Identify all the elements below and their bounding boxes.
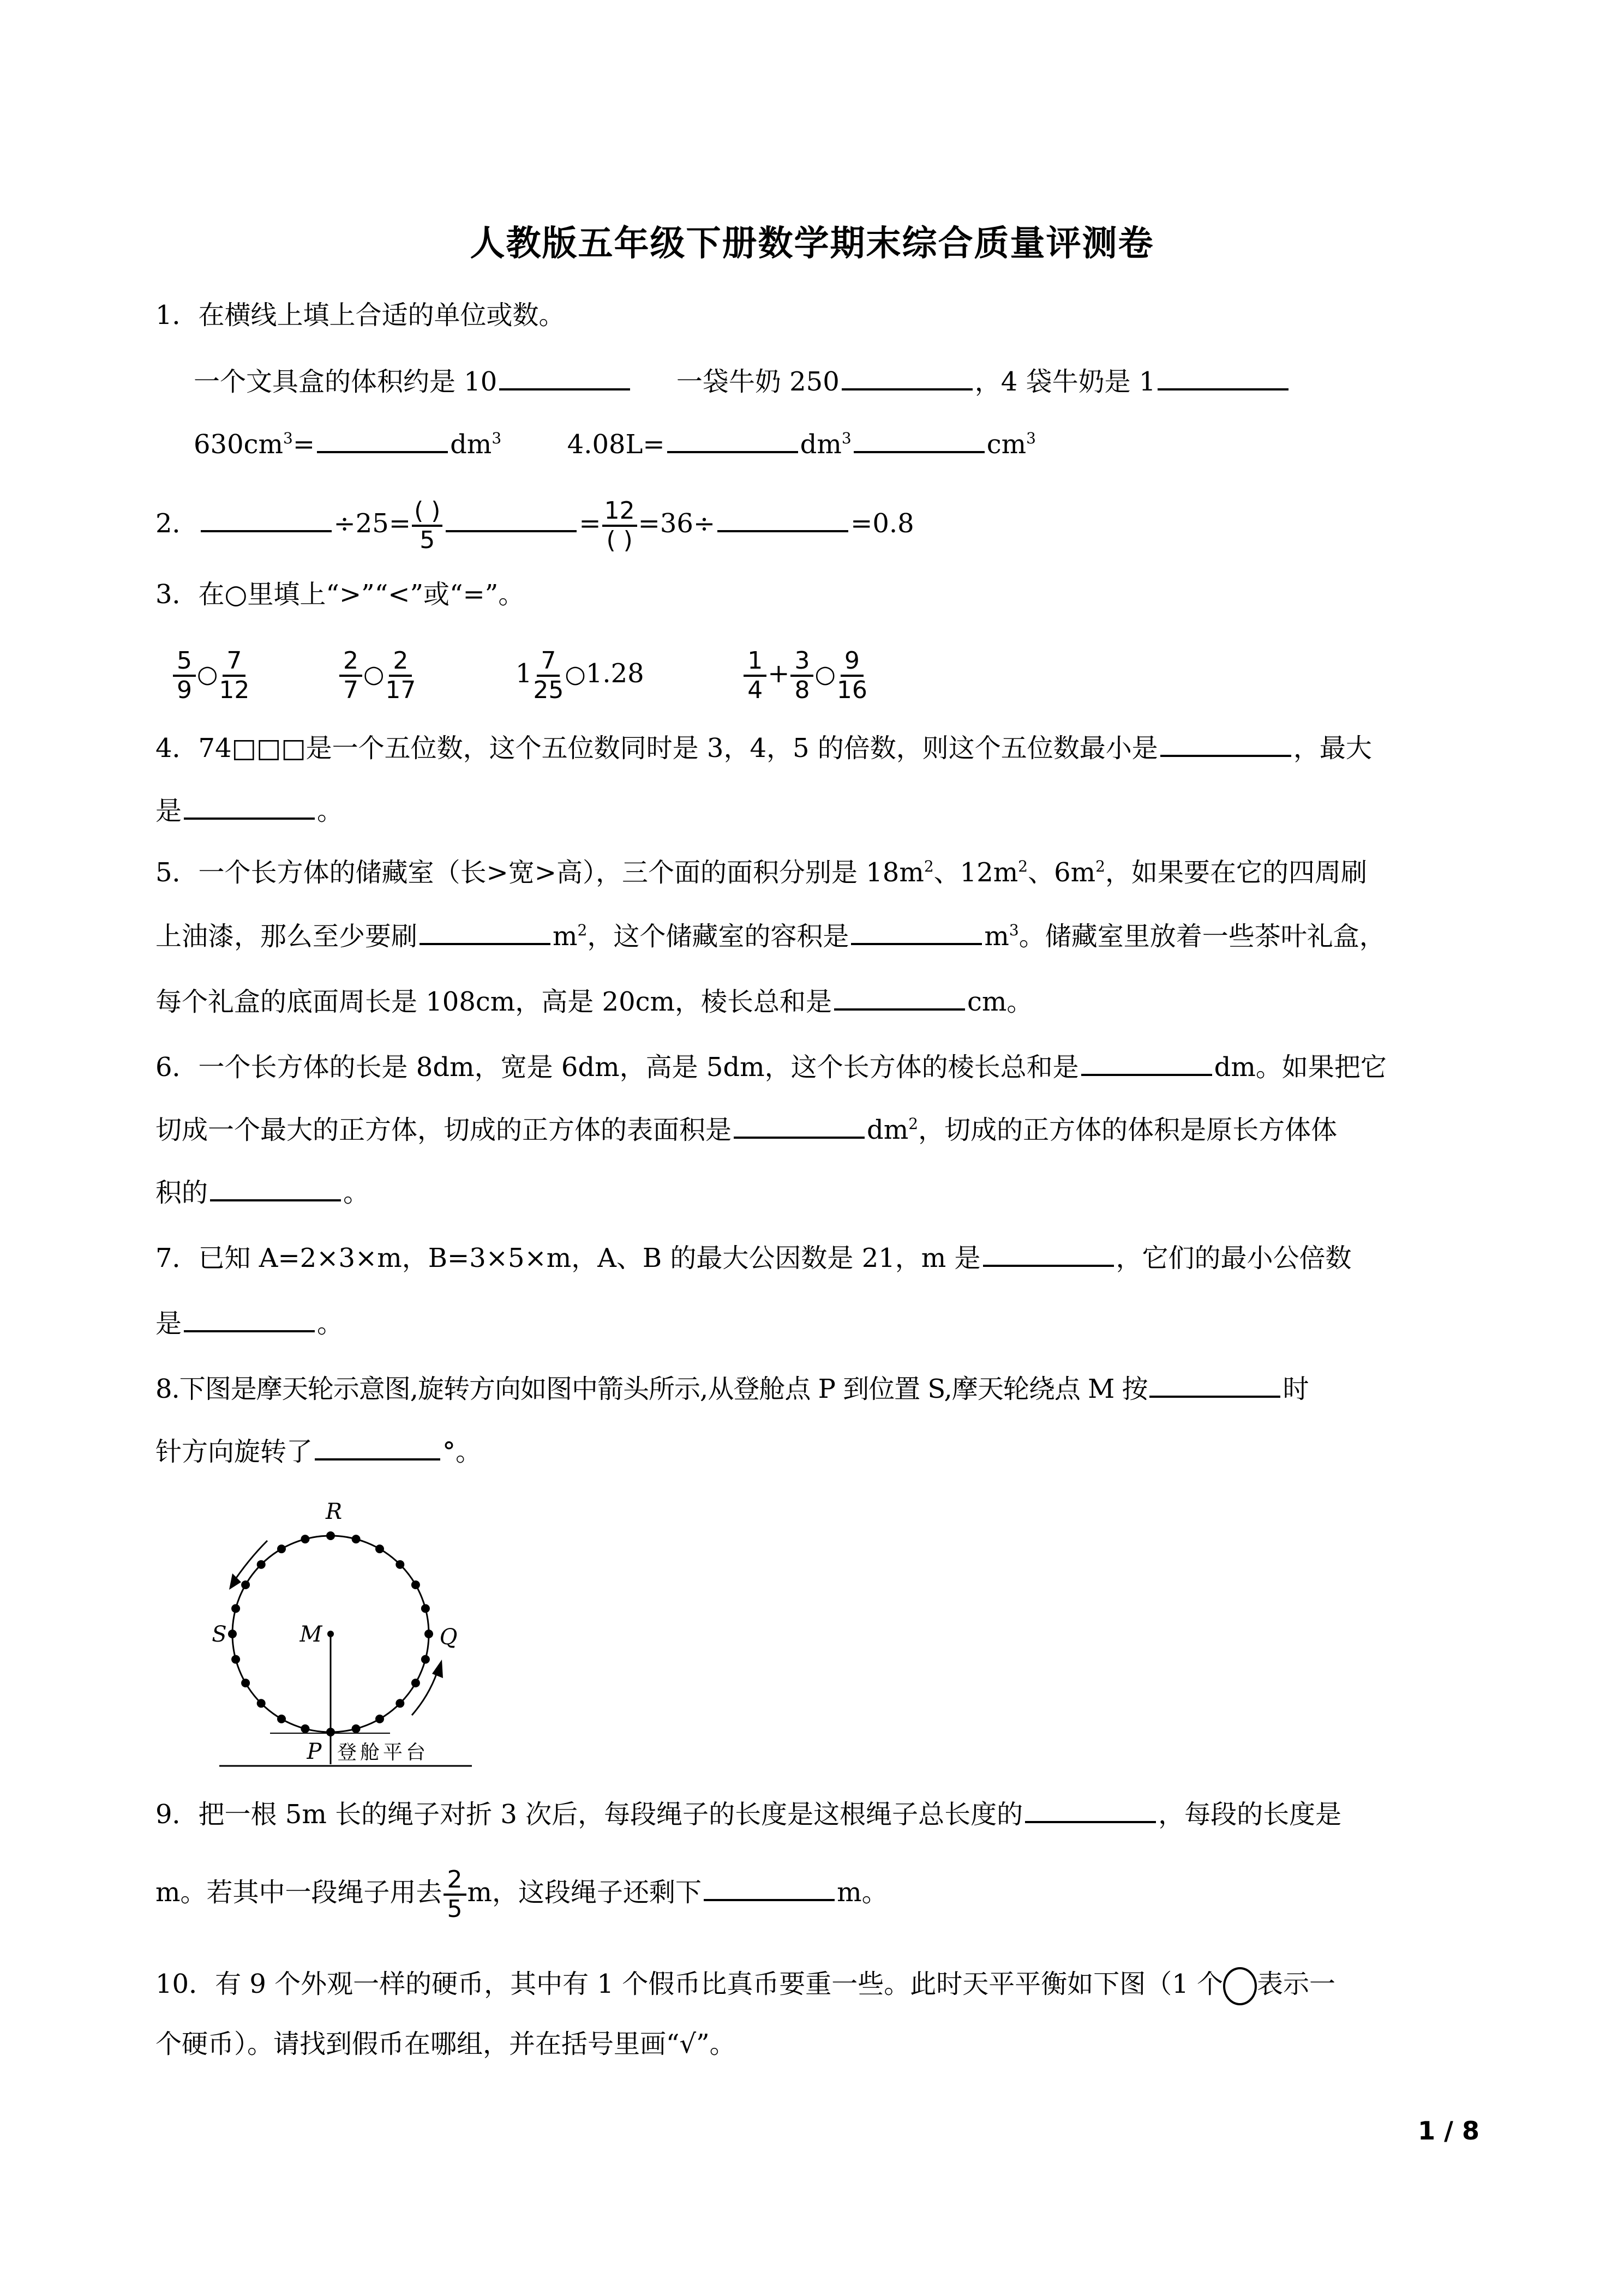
fraction [339,647,362,704]
q4-blank-2[interactable] [184,794,315,820]
compare-circle[interactable]: ○ [363,660,385,688]
q3-stem: 3．在○里填上“>”“<”或“=”。 [155,579,525,610]
superscript: 3 [1009,921,1019,939]
cabin-dot [257,1699,266,1708]
q10-line2: 个硬币）。请找到假币在哪组，并在括号里画“√”。 [155,2029,736,2059]
q2-fraction-2 [602,497,637,554]
q9-blank-1[interactable] [1025,1797,1156,1823]
cabin-dot [395,1699,404,1708]
arrow-head-icon [432,1660,443,1678]
plus-sign: + [768,658,790,689]
q9-line2 [155,1862,888,1923]
q5-text: 、6m [1028,857,1096,888]
q1-blank-1[interactable] [499,364,630,390]
numerator: 3 [790,647,813,677]
cabin-dot [352,1724,361,1733]
q1-line2 [194,427,1036,461]
cabin-dot [231,1604,240,1613]
cabin-dot [228,1630,237,1638]
q5-text: 、12m [933,857,1018,888]
cabin-dot [424,1630,433,1638]
q6-line3 [155,1175,369,1209]
q5-blank-3[interactable] [834,984,965,1011]
fraction [173,647,196,704]
exam-title: 人教版五年级下册数学期末综合质量评测卷 [470,224,1154,264]
q5-text: 每个礼盒的底面周长是 108cm，高是 20cm，棱长总和是 [155,987,832,1017]
cabin-dot [421,1655,430,1664]
superscript: 2 [577,921,588,939]
q1-blank-2[interactable] [842,364,973,390]
superscript: 3 [841,429,852,447]
q9-text: ，每段的长度是 [1158,1799,1342,1830]
q8-text: °。 [442,1436,482,1467]
superscript: 2 [1095,857,1105,875]
q2-text: =36÷ [638,508,716,539]
q10-text: 表示一 [1257,1969,1336,1999]
fraction [744,647,766,704]
denominator: 4 [747,676,763,704]
numerator: 9 [841,647,864,677]
q1-blank-5[interactable] [667,427,798,453]
q9-text: m。若其中一段绳子用去 [155,1877,442,1908]
denominator[interactable]: ( ) [606,526,633,554]
q3-item-4 [742,646,868,704]
cabin-dot [411,1679,420,1687]
q4-line1 [155,731,1372,765]
q3-items [172,641,868,707]
q7-text: 。 [317,1308,344,1339]
numerator: 2 [444,1866,466,1896]
numerator: 1 [744,647,766,677]
q5-line3 [155,984,1033,1018]
q6-blank-2[interactable] [734,1113,865,1139]
numerator: 7 [223,647,245,677]
label-r: R [325,1499,343,1524]
cabin-dot [241,1580,250,1589]
q6-line1 [155,1050,1387,1084]
superscript: 2 [1018,857,1028,875]
arrow-head-icon [229,1573,241,1590]
q10-text: 10．有 9 个外观一样的硬币，其中有 1 个假币比真币要重一些。此时天平平衡如下图（1 个 [155,1969,1223,1999]
numerator: 2 [339,647,362,677]
numerator: 7 [537,647,560,677]
platform-label: 登舱平台 [337,1741,429,1764]
q4-text: ，最大 [1293,733,1372,764]
ferris-wheel-diagram [191,1486,486,1770]
q8-blank-1[interactable] [1149,1372,1280,1398]
q1-text-c: ，4 袋牛奶是 1 [974,366,1156,397]
denominator: 7 [343,676,358,704]
fraction [219,647,249,704]
superscript: 3 [492,429,502,447]
q8-line2 [155,1434,482,1468]
center-point [327,1631,334,1637]
superscript: 2 [924,857,934,875]
q7-text: 7．已知 A=2×3×m，B=3×5×m，A、B 的最大公因数是 21，m 是 [155,1243,981,1273]
q4-text: 。 [317,796,344,826]
cabin-dot [257,1560,266,1569]
q8-line1 [155,1372,1309,1405]
unit: dm [450,429,492,460]
label-q: Q [439,1625,458,1650]
q4-line2 [155,794,343,827]
q9-line1 [155,1797,1341,1831]
unit: m [553,921,578,952]
equals: = [579,508,601,539]
q5-line2 [155,919,1386,953]
fraction [533,647,564,704]
denominator: 17 [385,676,416,704]
q5-line1 [155,856,1367,889]
q6-text: 6．一个长方体的长是 8dm，宽是 6dm，高是 5dm，这个长方体的棱长总和是 [155,1052,1079,1083]
q5-text: 5．一个长方体的储藏室（长>宽>高），三个面的面积分别是 18m [155,857,924,888]
compare-circle[interactable]: ○ [565,660,586,688]
q6-blank-3[interactable] [210,1175,341,1201]
q6-blank-1[interactable] [1081,1050,1212,1076]
q6-text: 积的 [155,1177,208,1208]
denominator: 5 [420,526,435,554]
q3-item-2 [338,646,426,704]
q2-blank-3[interactable] [717,506,848,532]
q1-text-d: 630cm [194,429,284,460]
cabin-dot [241,1679,250,1687]
q5-text: ，这个储藏室的容积是 [587,921,849,952]
q8-text: 8.下图是摩天轮示意图,旋转方向如图中箭头所示,从登舱点 P 到位置 S,摩天轮绕点 M 按 [155,1374,1148,1404]
fraction [790,647,813,704]
cabin-dot [277,1715,286,1723]
q7-blank-2[interactable] [184,1306,315,1332]
q2-blank-2[interactable] [446,506,577,532]
unit: dm [867,1115,909,1145]
denominator: 12 [219,676,250,704]
q4-text: 4．74□□□是一个五位数，这个五位数同时是 3，4，5 的倍数，则这个五位数最小是 [155,733,1158,764]
q6-text: 切成一个最大的正方体，切成的正方体的表面积是 [155,1115,732,1145]
q8-blank-2[interactable] [315,1434,440,1460]
q7-text: ，它们的最小公倍数 [1116,1243,1352,1273]
cabin-dot [301,1535,309,1543]
coin-icon [1223,1967,1257,2005]
denominator: 16 [836,676,867,704]
equals: = [292,429,315,460]
q5-text: 上油漆，那么至少要刷 [155,921,418,952]
q2-blank-1[interactable] [201,506,332,532]
cabin-dot [375,1715,384,1723]
numerator: 5 [173,647,196,677]
cabin-dot [301,1724,309,1733]
fraction [837,647,867,704]
q10-line1 [155,1962,1335,2006]
q1-blank-3[interactable] [1158,364,1289,390]
superscript: 2 [908,1115,919,1133]
q2-text: =0.8 [850,508,914,539]
numerator[interactable]: ( ) [412,497,442,527]
fraction [385,647,416,704]
q8-text: 针方向旋转了 [155,1436,313,1467]
q7-blank-1[interactable] [983,1241,1114,1267]
unit: m [984,921,1009,952]
q1-stem: 1．在横线上填上合适的单位或数。 [155,300,565,330]
denominator: 8 [794,676,810,704]
fraction [444,1866,466,1923]
label-s: S [212,1622,227,1647]
q4-text: 是 [155,796,182,826]
unit: cm [986,429,1027,460]
q3-item-3 [515,646,652,704]
decimal: 1.28 [585,658,644,689]
compare-circle[interactable]: ○ [197,660,218,688]
unit: dm [800,429,842,460]
cabin-dot [352,1535,361,1543]
numerator: 2 [389,647,412,677]
q2-number: 2． [155,508,199,539]
q1-line1 [194,364,1291,398]
cabin-dot [411,1580,420,1589]
page-number: 1 / 8 [1418,2116,1479,2145]
q1-text-a: 一个文具盒的体积约是 10 [194,366,498,397]
q5-blank-2[interactable] [851,919,982,945]
q2-fraction-1 [412,497,442,554]
q1-text-e: 4.08L= [567,429,665,460]
q5-text: 。储藏室里放着一些茶叶礼盒， [1018,921,1386,952]
superscript: 3 [1026,429,1036,447]
label-m: M [299,1622,322,1647]
q2-line [155,494,914,554]
q9-blank-2[interactable] [704,1875,835,1901]
cabin-dot [395,1560,404,1569]
q7-line1 [155,1241,1352,1275]
q8-text: 时 [1283,1374,1309,1404]
q5-text: ，如果要在它的四周刷 [1105,857,1368,888]
cabin-dot [421,1604,430,1613]
q4-blank-1[interactable] [1160,731,1291,757]
q7-text: 是 [155,1308,182,1339]
numerator: 12 [602,497,637,527]
q5-blank-1[interactable] [420,919,550,945]
q6-text: 。 [343,1177,370,1208]
q7-line2 [155,1306,343,1340]
superscript: 3 [283,429,293,447]
q6-text: dm。如果把它 [1214,1052,1387,1083]
cabin-dot [375,1544,384,1553]
label-p: P [307,1739,322,1764]
q6-line2 [155,1113,1337,1146]
cabin-dot [326,1531,335,1540]
cabin-dot [277,1544,286,1553]
denominator: 5 [447,1895,463,1923]
q1-blank-6[interactable] [854,427,985,453]
q3-item-1 [172,646,259,704]
denominator: 9 [177,676,192,704]
q9-text: m。 [837,1877,888,1908]
compare-circle[interactable]: ○ [814,660,836,688]
q9-text: m，这段绳子还剩下 [467,1877,702,1908]
cabin-dot [231,1655,240,1664]
q6-text: ，切成的正方体的体积是原长方体体 [918,1115,1338,1145]
whole-number: 1 [515,658,532,689]
q9-text: 9．把一根 5m 长的绳子对折 3 次后，每段绳子的长度是这根绳子总长度的 [155,1799,1023,1830]
q5-text: cm。 [967,987,1033,1017]
q1-text-b: 一袋牛奶 250 [676,366,840,397]
q2-text: ÷25= [333,508,411,539]
denominator: 25 [533,676,564,704]
q1-blank-4[interactable] [317,427,448,453]
